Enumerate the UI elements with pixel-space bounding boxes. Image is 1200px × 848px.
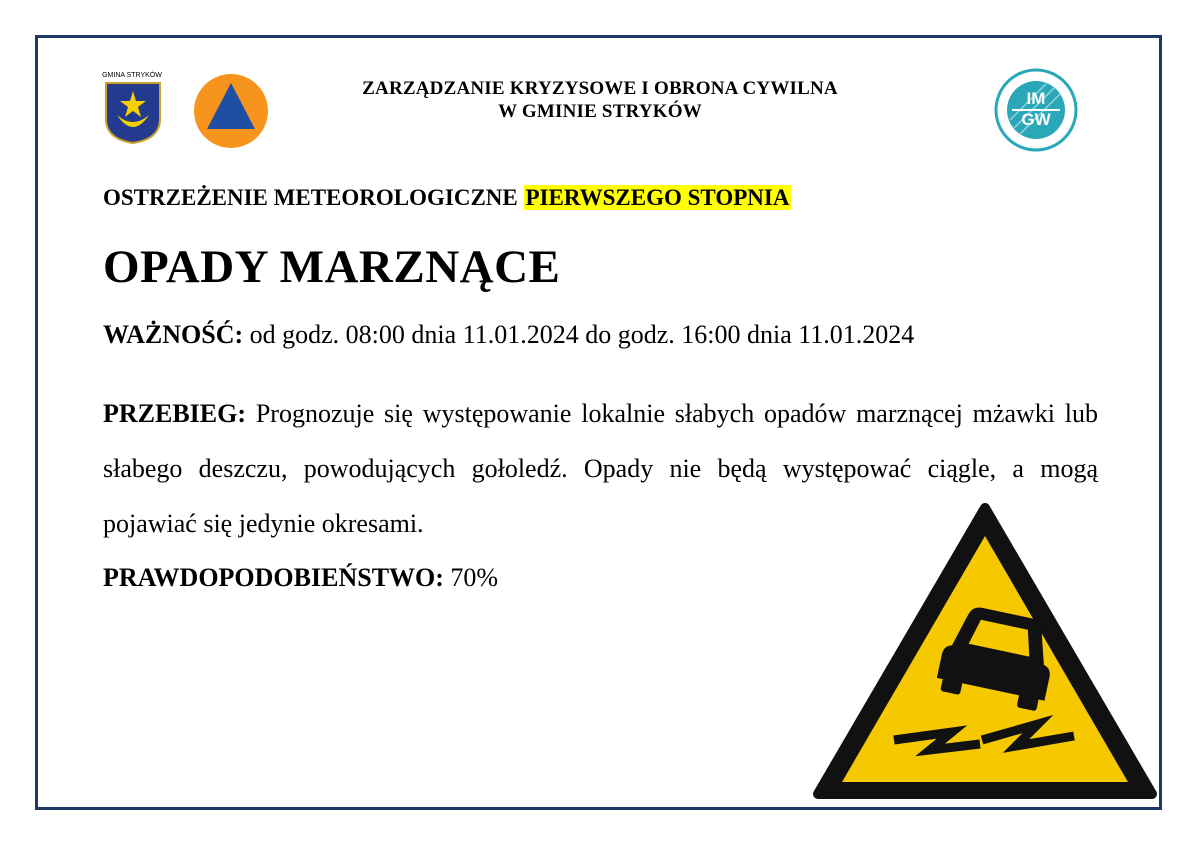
- slippery-road-warning-sign-icon: [812, 500, 1158, 800]
- coat-of-arms-icon: [104, 81, 162, 145]
- header-title-line2: W GMINIE STRYKÓW: [498, 101, 702, 122]
- validity-label: WAŻNOŚĆ:: [103, 320, 244, 349]
- hazard-title: OPADY MARZNĄCE: [103, 241, 561, 293]
- imgw-logo-text-bottom: GW: [1021, 110, 1051, 129]
- course-text: Prognozuje się występowanie lokalnie słabych opadów marznącej mżawki lub słabego deszczu, powodujących gołoledź. Opady nie będą występować ciągle, a mogą pojawiać się jedynie okresami.: [103, 399, 1098, 538]
- header-title-line1: ZARZĄDZANIE KRYZYSOWE I OBRONA CYWILNA: [362, 78, 838, 99]
- validity-text: od godz. 08:00 dnia 11.01.2024 do godz. 16:00 dnia 11.01.2024: [249, 320, 915, 349]
- probability-value: 70%: [450, 563, 499, 592]
- validity-line: [103, 320, 914, 350]
- course-label: PRZEBIEG:: [103, 399, 247, 428]
- header-title: [300, 77, 900, 123]
- probability-label: PRAWDOPODOBIEŃSTWO:: [103, 563, 444, 592]
- coat-of-arms-caption: GMINA STRYKÓW: [102, 72, 162, 79]
- warning-level-line: [103, 185, 791, 211]
- imgw-logo-text-top: IM: [1026, 89, 1046, 108]
- probability-line: [103, 563, 498, 593]
- civil-defense-icon: [193, 73, 269, 149]
- imgw-logo: [994, 68, 1078, 152]
- warning-prefix: OSTRZEŻENIE METEOROLOGICZNE: [103, 185, 518, 210]
- warning-level-highlight: PIERWSZEGO STOPNIA: [525, 185, 790, 210]
